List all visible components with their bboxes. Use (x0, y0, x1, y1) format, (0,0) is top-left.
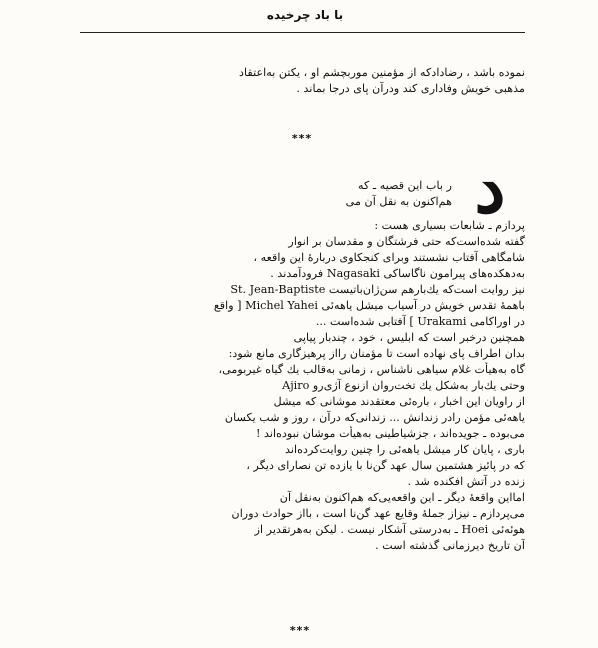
section-separator: *** (289, 624, 311, 637)
text-line: زنده در آتش افکنده شد . (407, 475, 525, 488)
main-text (80, 218, 525, 554)
text-line: در اوراکامی Urakami ] آفتابی شده‌است ... (315, 315, 525, 328)
header-rule (80, 32, 525, 33)
text-line: یاهەئی مؤمن رادر زندانش ... زندانی‌که درآن ، روز و شب یکسان (224, 411, 525, 424)
intro-paragraph (80, 65, 525, 97)
text-line: ر باب این قصیه ـ که (357, 179, 452, 192)
drop-cap: د (474, 146, 506, 229)
text-line: امااین واقعهٔ دیگر ـ این واقعه‌یی‌که هم‌اکنون بەنقل آن (279, 491, 525, 504)
text-line: باری ، پایان کار میشل یاهەئی را چنین روایت‌کرده‌اند (285, 443, 525, 456)
text-line: بدان اطراف پای نهاده است تا مؤمنان رااز پرهیزگاری مانع شود: (228, 347, 525, 360)
text-line: پردازم ـ شابعات بسیاری هست : (374, 219, 525, 232)
running-header: با باد چرخیده (266, 8, 344, 22)
text-line: شامگاهی آفتاب نشستند وبرای کنجکاوی دربارهٔ این واقعه ، (253, 251, 525, 264)
opening-lines (240, 178, 452, 210)
text-line: بەدهکده‌های پیرامون ناگاساکی Nagasaki فرودآمدند . (270, 267, 525, 280)
text-line: هوئەئی Hoei ـ بەدرستی آشکار نیست . لیکن بەهرتقدیر از (254, 523, 525, 536)
text-line: که در پائیز هشتمین سال عهد گن‌نا با یازده تن نصارای دیگر ، (246, 459, 525, 472)
text-line: می‌پردازم ـ نیزاز جملهٔ وقایع عهد گن‌نا است ، بااز حوادث دوران (231, 507, 525, 520)
text-line: گاه بەهیأت غلام سیاهی ناشناس ، زمانی بەقالب یك گیاه غیربومی، (218, 363, 525, 376)
text-line: همچنین درخبر است که ابلیس ، خود ، چندبار پیاپی (293, 331, 525, 344)
text-line: وحتی یك‌بار بەشکل یك تخت‌روان ازنوع آژی‌رو Ajiro (282, 379, 525, 392)
text-line: نیز روایت است‌که یك‌بارهم سن‌ژان‌باتیست St. Jean-Baptiste (230, 283, 525, 296)
section-separator: *** (291, 132, 313, 145)
text-line: نموده باشد ، رضادادکه از مؤمنین موربچشم او ، یکتن بەاعتقاد (239, 66, 525, 79)
text-line: آن تاریخ دیرزمانی گذشته است . (375, 539, 525, 552)
text-line: هم‌اکنون به نقل آن می (345, 195, 452, 208)
text-line: مذهبی خویش وفاداری کند ودرآن پای درجا بماند . (296, 82, 525, 95)
text-line: گفته شده‌است‌که حتی فرشتگان و مقدسان بر انوار (288, 235, 525, 248)
text-line: از راویان این اخبار ، بارەئی معتقدند موشانی که میشل (273, 395, 525, 408)
text-line: باهمهٔ تقدس خویش در آسیاب میشل یاهەئی Michel Yahei [ واقع (213, 299, 525, 312)
text-line: می‌بوده ـ جویده‌اند ، جزشیاطینی بەهیأت موشان نبوده‌اند ! (255, 427, 525, 440)
